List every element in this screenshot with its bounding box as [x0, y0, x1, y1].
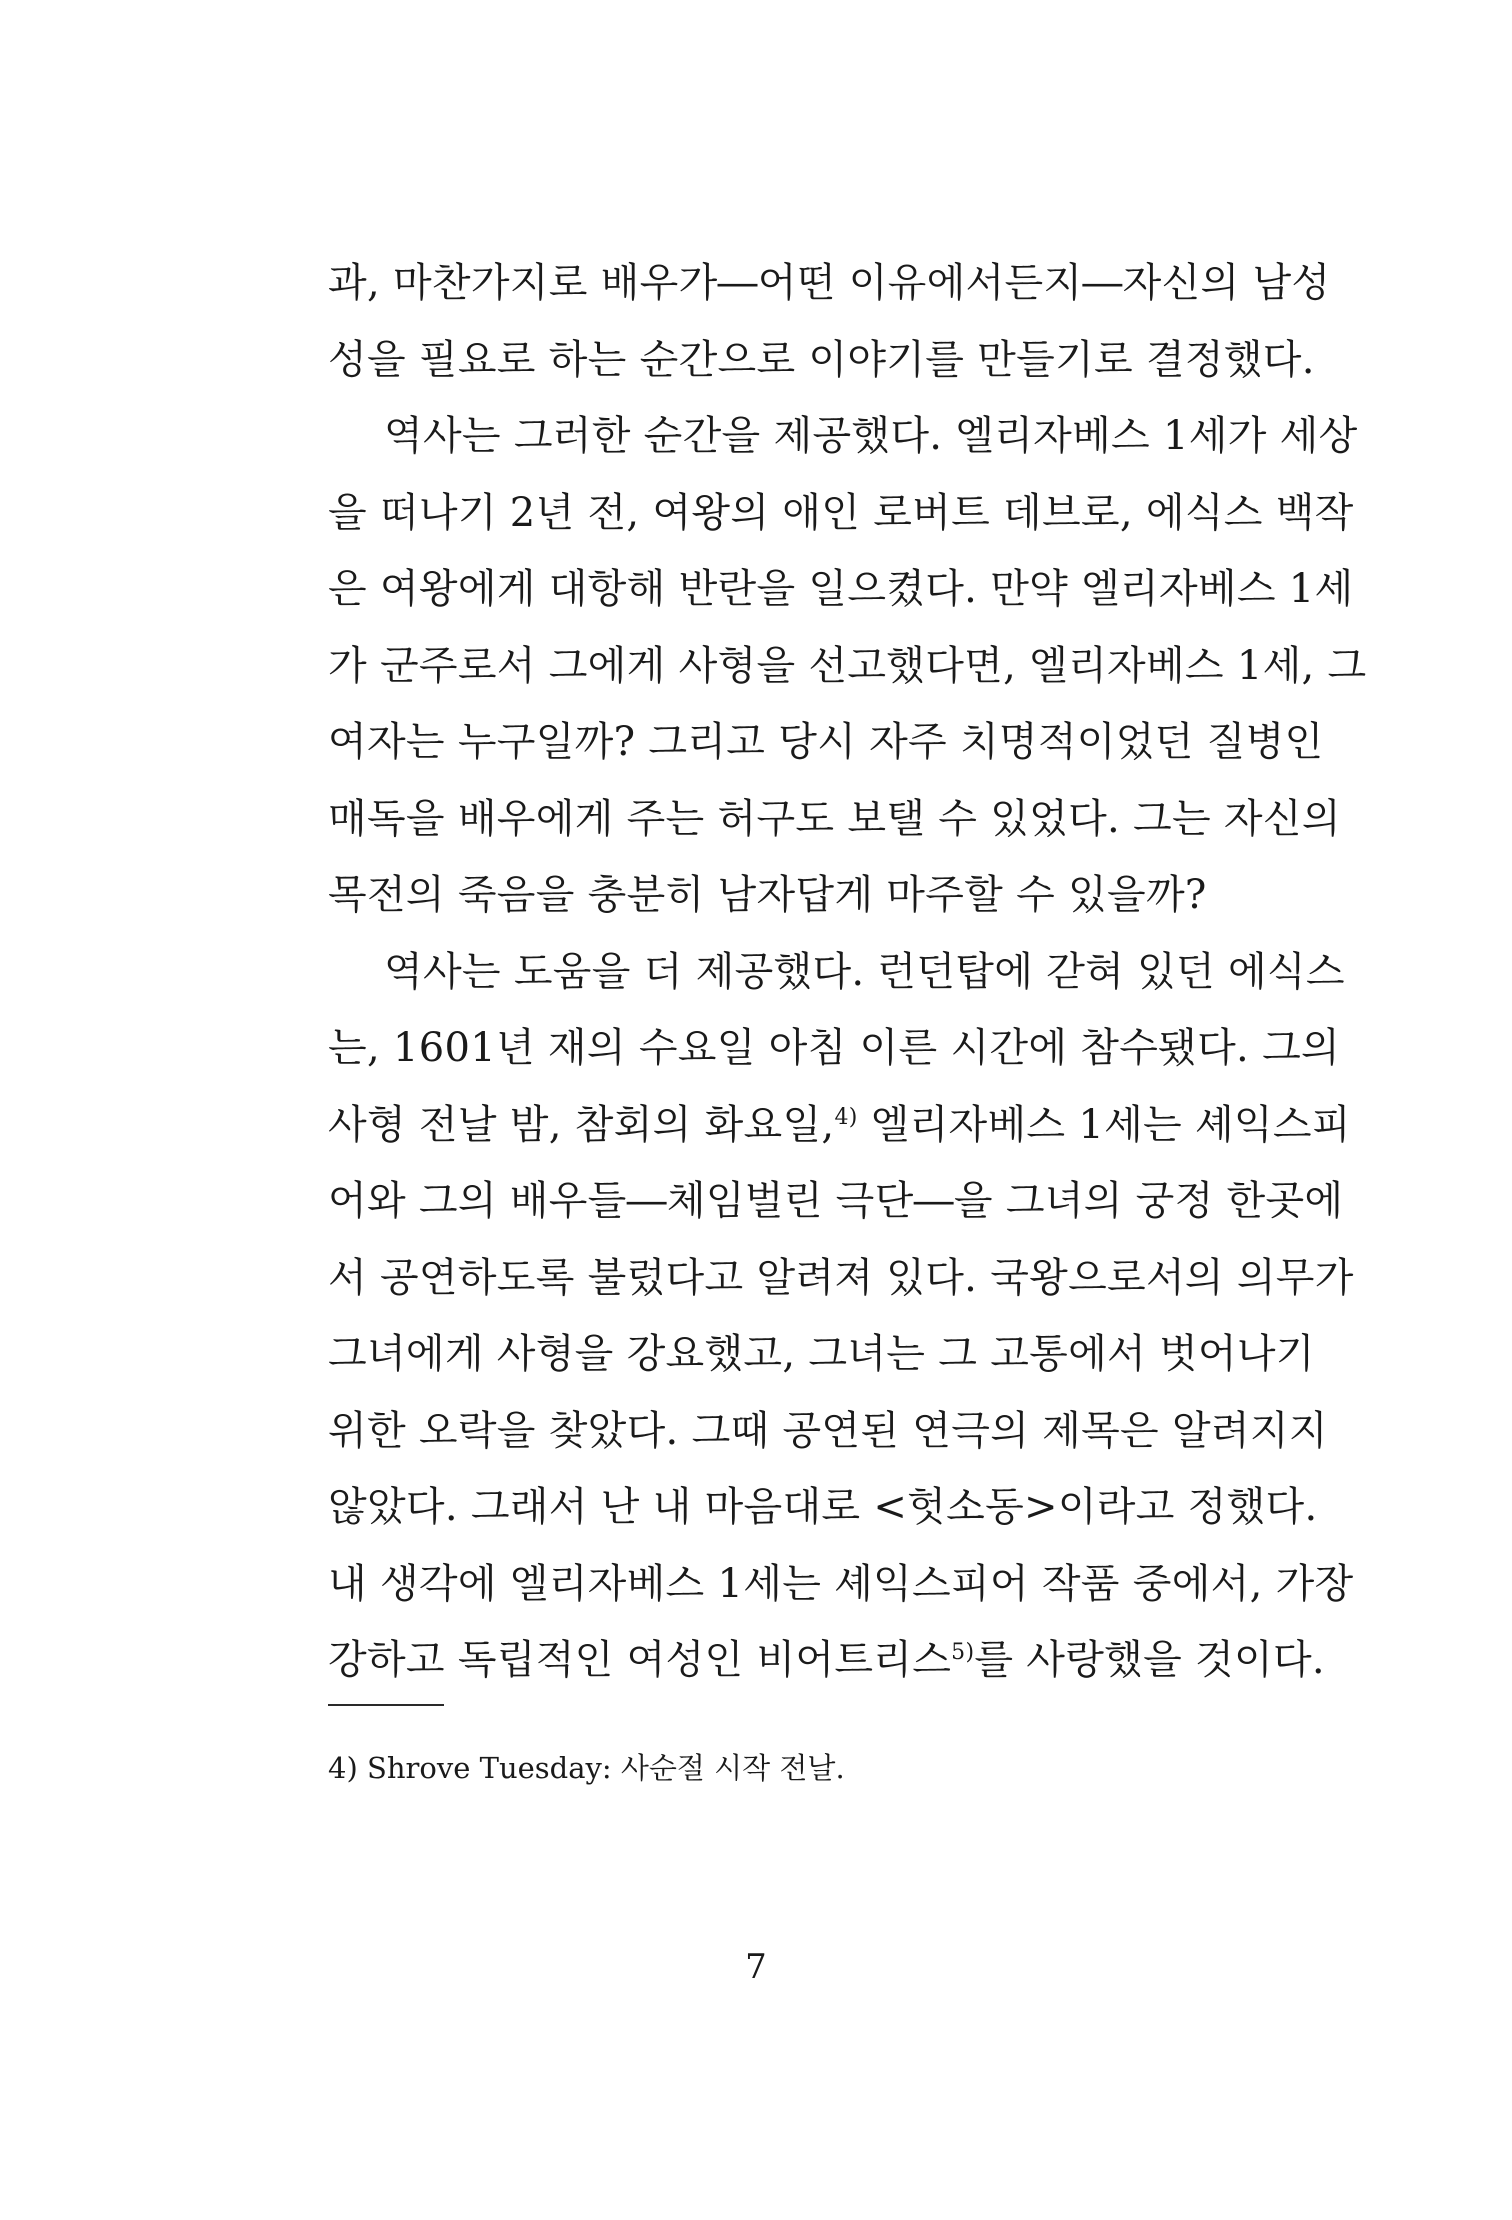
text-line-with-footnote-ref [328, 1622, 1325, 1699]
text-line: 역사는 그러한 순간을 제공했다. 엘리자베스 1세가 세상 [384, 413, 1358, 459]
text-line: 위한 오락을 찾았다. 그때 공연된 연극의 제목은 알려지지 [328, 1407, 1328, 1454]
text-line: 어와 그의 배우들―체임벌린 극단―을 그녀의 궁정 한곳에 [328, 1178, 1344, 1224]
body-text [328, 245, 1367, 1699]
footnote-divider [328, 1704, 444, 1706]
text-line: 매독을 배우에게 주는 허구도 보탤 수 있었다. 그는 자신의 [328, 795, 1341, 842]
text-line-with-footnote-ref [328, 1087, 1351, 1164]
text-line: 성을 필요로 하는 순간으로 이야기를 만들기로 결정했다. [328, 336, 1315, 383]
footnote-reference: 4) [834, 1104, 858, 1130]
text-line: 않았다. 그래서 난 내 마음대로 <헛소동>이라고 정했다. [328, 1484, 1318, 1530]
text-line: 과, 마찬가지로 배우가―어떤 이유에서든지―자신의 남성 [328, 260, 1331, 306]
text-segment: 사형 전날 밤, 참회의 화요일, [328, 1101, 835, 1148]
text-line: 서 공연하도록 불렀다고 알려져 있다. 국왕으로서의 의무가 [328, 1254, 1354, 1301]
text-segment: 강하고 독립적인 여성인 비어트리스 [328, 1637, 952, 1683]
text-line: 내 생각에 엘리자베스 1세는 셰익스피어 작품 중에서, 가장 [328, 1560, 1354, 1607]
text-line: 목전의 죽음을 충분히 남자답게 마주할 수 있을까? [328, 872, 1207, 918]
page-number: 7 [745, 1947, 767, 1987]
text-segment: 를 사랑했을 것이다. [974, 1637, 1325, 1683]
footnote: 4) Shrove Tuesday: 사순절 시작 전날. [328, 1751, 845, 1785]
text-line: 역사는 도움을 더 제공했다. 런던탑에 갇혀 있던 에식스 [384, 948, 1345, 995]
text-line: 그녀에게 사형을 강요했고, 그녀는 그 고통에서 벗어나기 [328, 1331, 1315, 1377]
footnote-reference: 5) [951, 1640, 975, 1665]
text-line: 은 여왕에게 대항해 반란을 일으켰다. 만약 엘리자베스 1세 [328, 566, 1354, 612]
text-line: 여자는 누구일까? 그리고 당시 자주 치명적이었던 질병인 [328, 719, 1324, 765]
text-line: 을 떠나기 2년 전, 여왕의 애인 로버트 데브로, 에식스 백작 [328, 489, 1354, 536]
text-segment: 엘리자베스 1세는 셰익스피 [857, 1101, 1351, 1148]
text-line: 가 군주로서 그에게 사형을 선고했다면, 엘리자베스 1세, 그 [328, 642, 1367, 689]
text-line: 는, 1601년 재의 수요일 아침 이른 시간에 참수됐다. 그의 [328, 1025, 1340, 1071]
